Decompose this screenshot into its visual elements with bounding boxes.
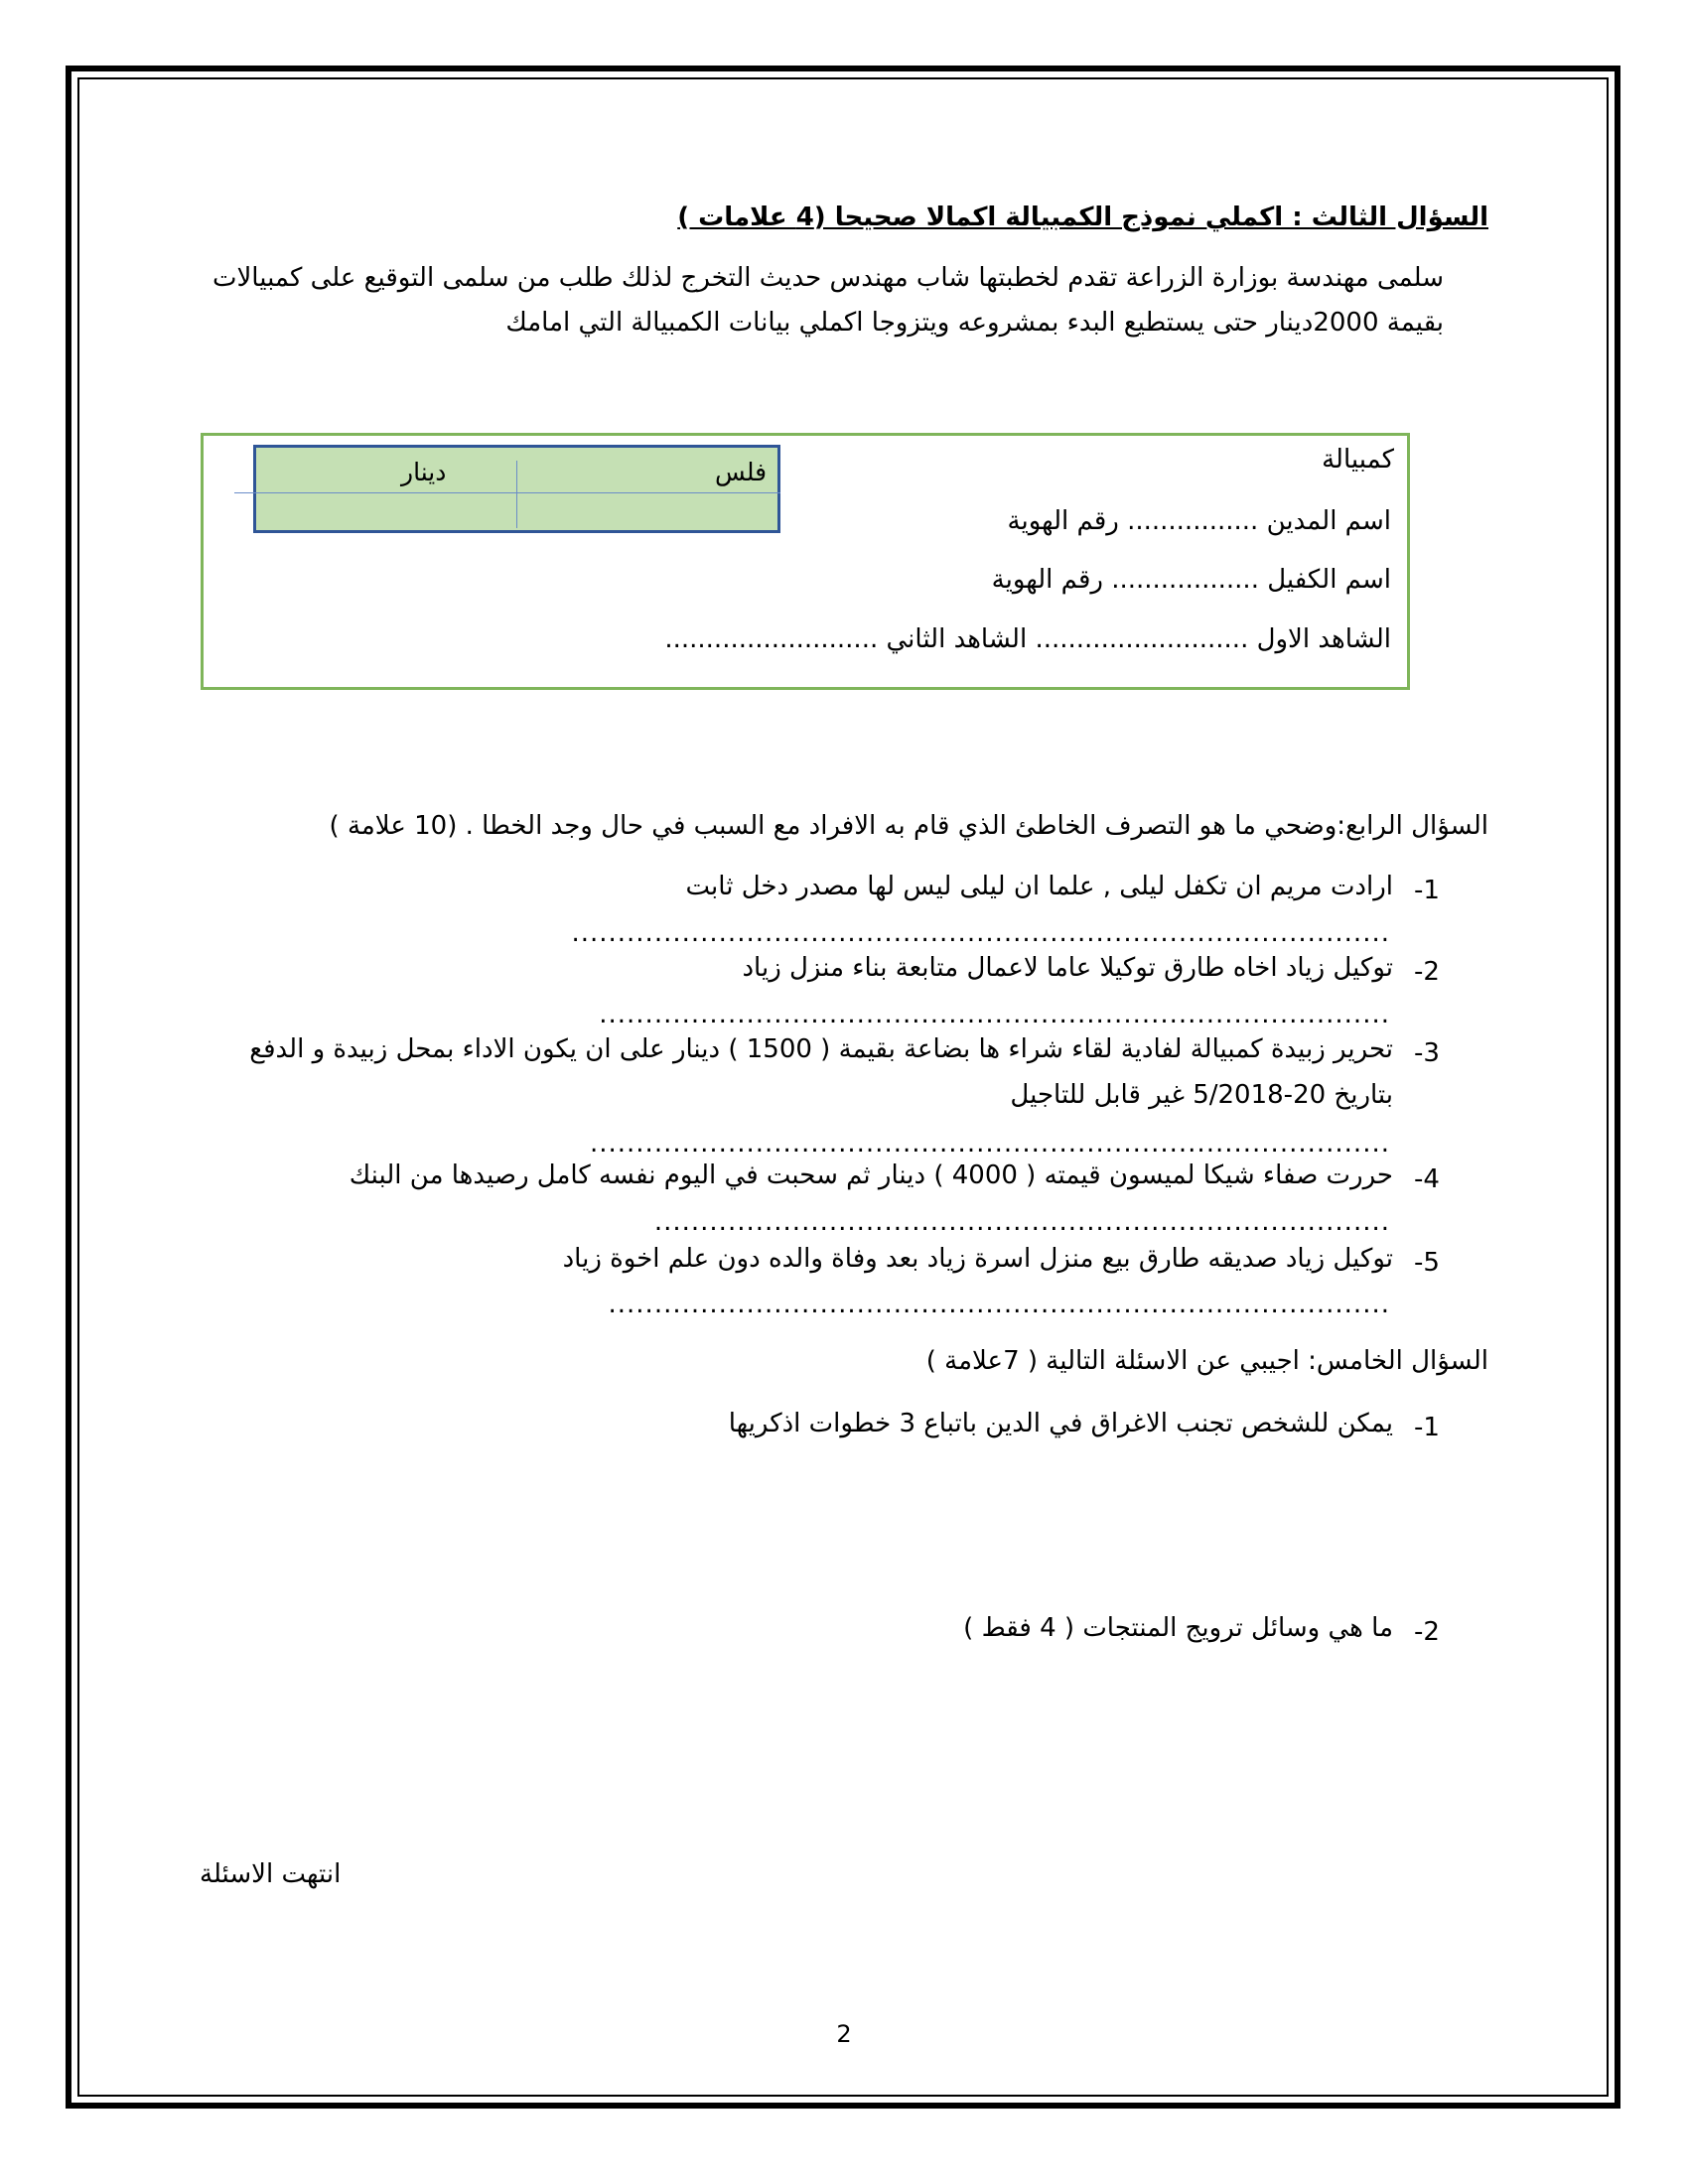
- q4-item-text: ارادت مريم ان تكفل ليلى , علما ان ليلى ليس لها مصدر دخل ثابت: [685, 872, 1393, 901]
- q5-item-text: يمكن للشخص تجنب الاغراق في الدين باتباع 3 خطوات اذكريها: [728, 1409, 1393, 1438]
- witnesses-line: الشاهد الاول .......................... الشاهد الثاني ..........................: [664, 624, 1391, 654]
- q5-item-number: -2: [1414, 1617, 1440, 1647]
- q4-item-number: -5: [1414, 1248, 1440, 1278]
- amount-divider-vertical: [516, 461, 517, 528]
- q4-item-number: -2: [1414, 957, 1440, 987]
- q4-item-text-continued: بتاريخ 20-5/2018 غير قابل للتاجيل: [1010, 1080, 1393, 1110]
- q4-answer-line: ................................................................................: [653, 1212, 1390, 1232]
- amount-divider-horizontal: [234, 492, 780, 493]
- q4-item-text: توكيل زياد اخاه طارق توكيلا عاما لاعمال متابعة بناء منزل زياد: [742, 953, 1393, 983]
- q4-item-text: تحرير زبيدة كمبيالة لفادية لقاء شراء ها بضاعة بقيمة ( 1500 ) دينار على ان يكون الاداء بمحل زبيدة و الدفع: [249, 1034, 1393, 1064]
- q5-item-number: -1: [1414, 1413, 1440, 1442]
- q5-item-text: ما هي وسائل ترويج المنتجات ( 4 فقط ): [963, 1613, 1393, 1643]
- q4-answer-line: .........................................................................................: [571, 923, 1390, 943]
- q5-heading: السؤال الخامس: اجيبي عن الاسئلة التالية ( 7علامة ): [925, 1346, 1488, 1376]
- q4-answer-line: ......................................................................................: [599, 1005, 1390, 1024]
- q3-heading: السؤال الثالث : اكملي نموذج الكمبيالة اكمالا صحيحا (4 علامات ): [677, 203, 1488, 232]
- dinar-label: دينار: [401, 458, 447, 486]
- q3-paragraph-line-1: سلمى مهندسة بوزارة الزراعة تقدم لخطبتها شاب مهندس حديث التخرج لذلك طلب من سلمى التوقيع على كمبيالات: [212, 263, 1444, 293]
- q4-answer-line: .......................................................................................: [589, 1134, 1390, 1154]
- q3-paragraph-line-2: بقيمة 2000دينار حتى يستطيع البدء بمشروعه ويتزوجا اكملي بيانات الكمبيالة التي امامك: [505, 308, 1444, 338]
- q4-item-text: حررت صفاء شيكا لميسون قيمته ( 4000 ) دينار ثم سحبت في اليوم نفسه كامل رصيدها من البنك: [349, 1160, 1393, 1190]
- q4-item-number: -4: [1414, 1164, 1440, 1194]
- page-number: 2: [836, 2020, 852, 2048]
- q4-heading: السؤال الرابع:وضحي ما هو التصرف الخاطئ الذي قام به الافراد مع السبب في حال وجد الخطا . (10 علامة ): [329, 811, 1488, 841]
- q4-answer-line: .....................................................................................: [608, 1295, 1390, 1314]
- fils-label: فلس: [715, 458, 768, 486]
- q4-item-text: توكيل زياد صديقه طارق بيع منزل اسرة زياد بعد وفاة والده دون علم اخوة زياد: [562, 1244, 1393, 1274]
- debtor-line: اسم المدين ................ رقم الهوية: [1007, 506, 1391, 536]
- guarantor-line: اسم الكفيل .................. رقم الهوية: [991, 565, 1391, 595]
- end-of-questions: انتهت الاسئلة: [200, 1859, 342, 1889]
- q4-item-number: -3: [1414, 1038, 1440, 1068]
- kambiala-title: كمبيالة: [1322, 445, 1394, 475]
- q4-item-number: -1: [1414, 876, 1440, 905]
